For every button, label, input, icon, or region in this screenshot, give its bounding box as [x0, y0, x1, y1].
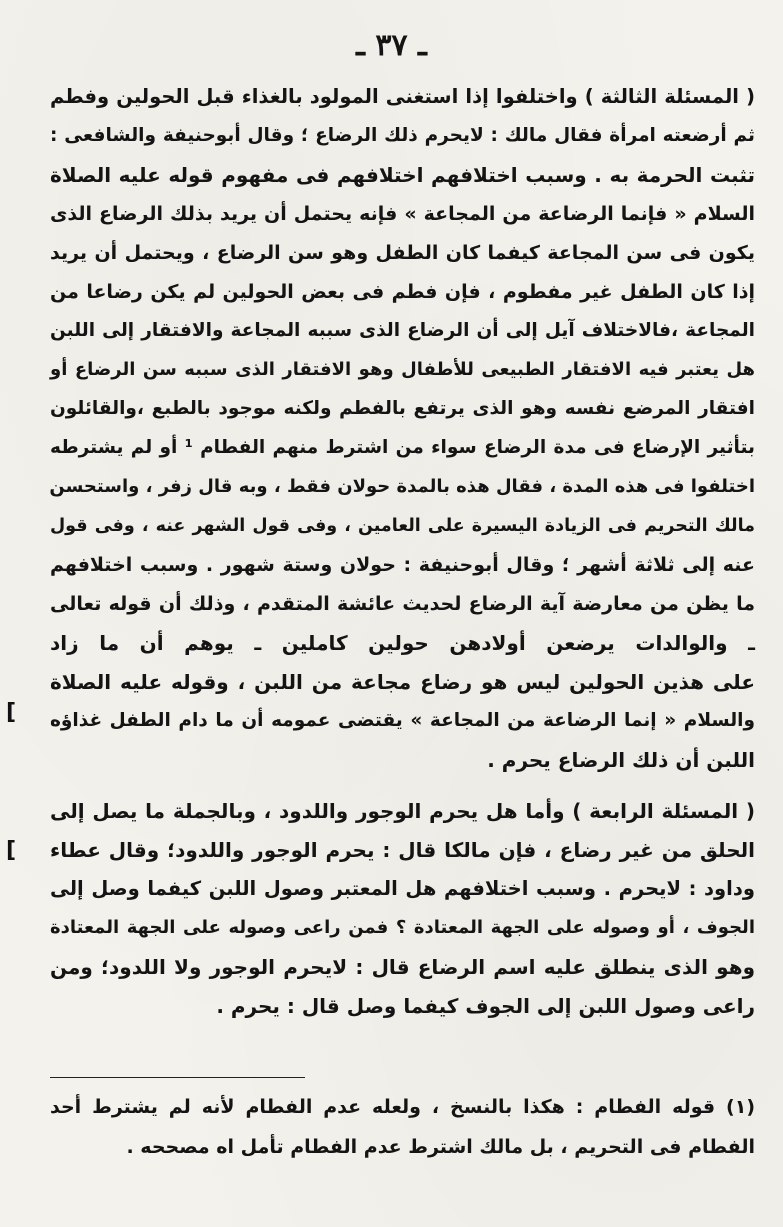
body-line: وهو الذى ينطلق عليه اسم الرضاع قال : لايحرم الوجور ولا اللدود؛ ومن: [50, 955, 755, 979]
body-line: راعى وصول اللبن إلى الجوف كيفما وصل قال : يحرم .: [216, 994, 755, 1018]
body-line: والسلام « إنما الرضاعة من المجاعة » يقتضى عمومه أن ما دام الطفل غذاؤه: [50, 710, 755, 731]
body-line: بتأثير الإرضاع فى مدة الرضاع سواء من اشترط منهم الفطام ¹ أو لم يشترطه: [50, 437, 756, 458]
margin-bracket-mark: [: [6, 700, 17, 725]
body-line: يكون فى سن المجاعة كيفما كان الطفل وهو سن الرضاع ، ويحتمل أن يريد: [50, 242, 755, 264]
margin-bracket-mark: [: [6, 838, 17, 863]
body-line: ثم أرضعته امرأة فقال مالك : لايحرم ذلك الرضاع ؛ وقال أبوحنيفة والشافعى :: [50, 125, 755, 146]
page-number: ـ ٣٧ ـ: [356, 28, 427, 63]
body-line: ما يظن من معارضة آية الرضاع لحديث عائشة المتقدم ، وذلك أن قوله تعالى: [50, 593, 755, 615]
body-line: الجوف ، أو وصوله على الجهة المعتادة ؟ فمن راعى وصوله على الجهة المعتادة: [50, 917, 755, 938]
body-line: افتقار المرضع نفسه وهو الذى يرتفع بالفطم ولكنه موجود بالطبع ،والقائلون: [50, 398, 755, 419]
body-line: اللبن أن ذلك الرضاع يحرم .: [487, 748, 755, 772]
body-line: السلام « فإنما الرضاعة من المجاعة » فإنه يحتمل أن يريد بذلك الرضاع الذى: [50, 203, 755, 225]
body-line: عنه إلى ثلاثة أشهر ؛ وقال أبوحنيفة : حولان وستة شهور . وسبب اختلافهم: [50, 554, 755, 576]
body-line: هل يعتبر فيه الافتقار الطبيعى للأطفال وهو الافتقار الذى سببه سن الرضاع أو: [50, 359, 755, 380]
body-line: تثبت الحرمة به . وسبب اختلافهم اختلافهم فى مفهوم قوله عليه الصلاة: [50, 163, 755, 187]
body-line: مالك التحريم فى الزيادة اليسيرة على العامين ، وفى قول الشهر عنه ، وفى قول: [50, 516, 755, 536]
body-line: على هذين الحولين ليس هو رضاع مجاعة من اللبن ، وقوله عليه الصلاة: [50, 670, 755, 694]
footnote-line: الفطام فى التحريم ، بل مالك اشترط عدم الفطام تأمل اه مصححه .: [126, 1136, 755, 1158]
body-line: ( المسئلة الرابعة ) وأما هل يحرم الوجور واللدود ، وبالجملة ما يصل إلى: [50, 799, 755, 823]
body-line: إذا كان الطفل غير مفطوم ، فإن فطم فى بعض الحولين لم يكن رضاعا من: [50, 281, 755, 303]
body-line: ( المسئلة الثالثة ) واختلفوا إذا استغنى المولود بالغذاء قبل الحولين وفطم: [50, 85, 755, 108]
body-line: ـ والوالدات يرضعن أولادهن حولين كاملين ـ يوهم أن ما زاد: [50, 631, 755, 655]
body-line: وداود : لايحرم . وسبب اختلافهم هل المعتبر وصول اللبن كيفما وصل إلى: [50, 877, 755, 900]
body-line: الحلق من غير رضاع ، فإن مالكا قال : يحرم الوجور واللدود؛ وقال عطاء: [50, 838, 755, 862]
body-line: المجاعة ،فالاختلاف آيل إلى أن الرضاع الذى سببه المجاعة والافتقار إلى اللبن: [50, 320, 755, 341]
body-line: اختلفوا فى هذه المدة ، فقال هذه بالمدة حولان فقط ، وبه قال زفر ، واستحسن: [49, 476, 755, 497]
footnote-separator: [50, 1077, 305, 1078]
footnote-line: (١) قوله الفطام : هكذا بالنسخ ، ولعله عدم الفطام لأنه لم يشترط أحد: [50, 1096, 755, 1118]
